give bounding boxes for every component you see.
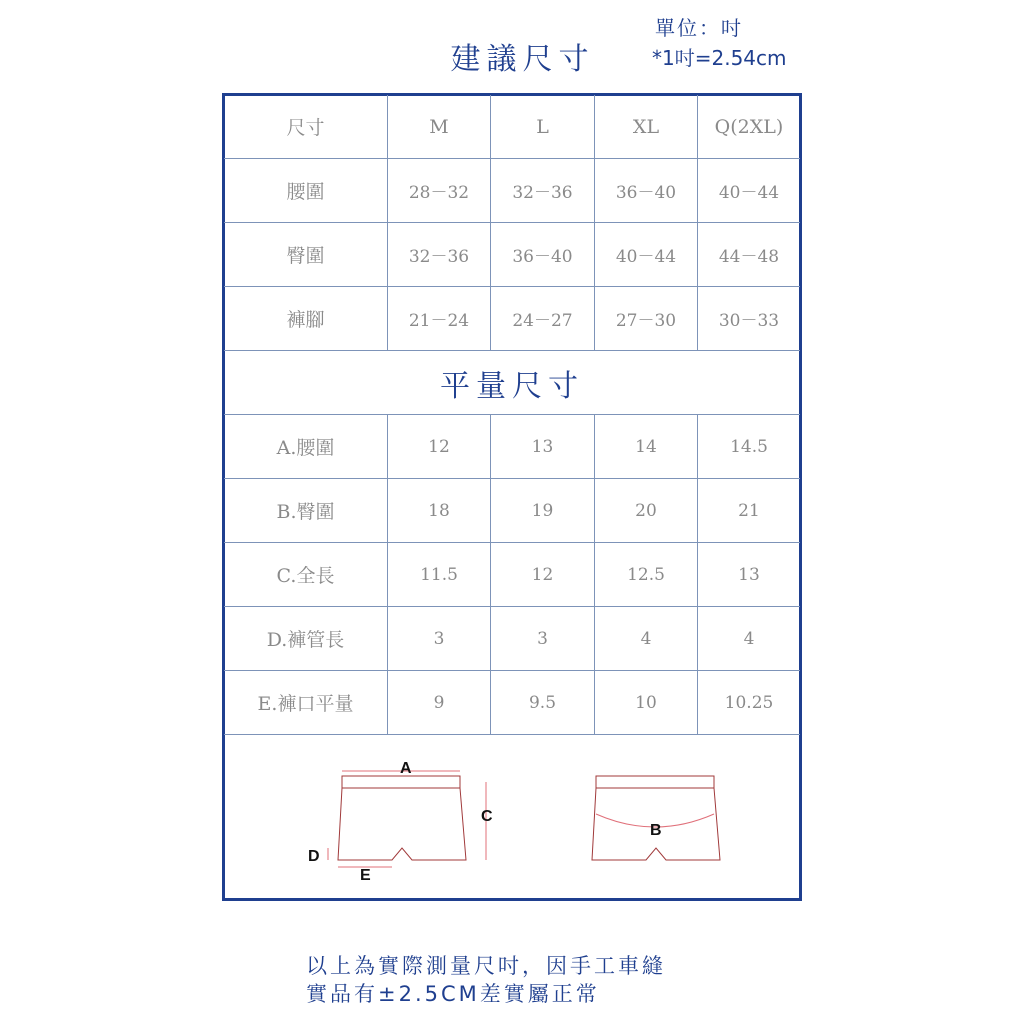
column-header: L: [491, 95, 595, 158]
table-cell: 20: [595, 479, 698, 542]
table-cell: 19: [491, 479, 595, 542]
table-cell: 12.5: [595, 543, 698, 606]
column-header: Q(2XL): [714, 115, 784, 138]
table-cell: 14.5: [730, 436, 768, 457]
table-row: [224, 159, 800, 223]
table-cell: 13: [738, 564, 760, 585]
table-row: [224, 223, 800, 287]
row-label: 腰圍: [224, 159, 388, 222]
table-cell: 21: [738, 500, 760, 521]
table-cell: 4: [595, 607, 698, 670]
table-cell: 27－30: [595, 287, 698, 350]
column-header: M: [388, 95, 491, 158]
table-row: [224, 479, 800, 543]
table-cell: 3: [491, 607, 595, 670]
table-cell: 36－40: [595, 159, 698, 222]
column-header: 尺寸: [224, 95, 388, 158]
measurement-diagram: [224, 736, 800, 899]
row-label: D.褲管長: [224, 607, 388, 670]
label-a: A: [400, 760, 412, 777]
front-view-drawing: [328, 771, 486, 867]
table-row: [224, 287, 800, 351]
footer-note-line1: 以上為實際測量尺吋，因手工車縫: [306, 954, 666, 978]
table-cell: 28－32: [388, 159, 491, 222]
footer-note-line2: 實品有±2.5CM差實屬正常: [306, 982, 600, 1006]
unit-conversion: *1吋=2.54cm: [652, 46, 787, 70]
label-d: D: [308, 848, 320, 865]
table-row: [224, 607, 800, 671]
table-cell: 32－36: [388, 223, 491, 286]
front-outline: [338, 788, 466, 860]
unit-label: 單位：吋: [655, 16, 743, 40]
row-label: 褲腳: [224, 287, 388, 350]
table-cell: 24－27: [491, 287, 595, 350]
table-cell: 40－44: [718, 183, 780, 203]
table-cell: 36－40: [491, 223, 595, 286]
table-cell: 12: [491, 543, 595, 606]
row-label: B.臀圍: [224, 479, 388, 542]
table-cell: 30－33: [718, 311, 780, 331]
back-waistband: [596, 776, 714, 788]
front-waistband: [342, 776, 460, 788]
table-cell: 11.5: [388, 543, 491, 606]
label-c: C: [481, 808, 493, 825]
table-cell: 10: [595, 671, 698, 734]
table-cell: 13: [491, 415, 595, 478]
back-view-drawing: [592, 776, 720, 860]
row-label: E.褲口平量: [224, 671, 388, 734]
table-cell: 18: [388, 479, 491, 542]
page-title: 建議尺寸: [450, 42, 595, 77]
row-label: 臀圍: [224, 223, 388, 286]
table-cell: 14: [595, 415, 698, 478]
table-header-row: [224, 95, 800, 159]
label-e: E: [360, 867, 371, 884]
section-title: 平量尺寸: [440, 368, 584, 404]
label-b: B: [650, 822, 662, 839]
size-chart-table: [224, 95, 800, 735]
table-cell: 9: [388, 671, 491, 734]
table-cell: 10.25: [724, 692, 774, 713]
table-cell: 32－36: [491, 159, 595, 222]
table-row: [224, 415, 800, 479]
table-cell: 40－44: [595, 223, 698, 286]
row-label: A.腰圍: [224, 415, 388, 478]
table-cell: 12: [388, 415, 491, 478]
table-cell: 44－48: [718, 247, 780, 267]
flat-sizes-header: [224, 351, 800, 415]
table-cell: 3: [388, 607, 491, 670]
table-cell: 21－24: [388, 287, 491, 350]
table-row: [224, 671, 800, 735]
row-label: C.全長: [224, 543, 388, 606]
table-cell: 9.5: [491, 671, 595, 734]
table-row: [224, 543, 800, 607]
table-cell: 4: [743, 628, 755, 649]
column-header: XL: [595, 95, 698, 158]
